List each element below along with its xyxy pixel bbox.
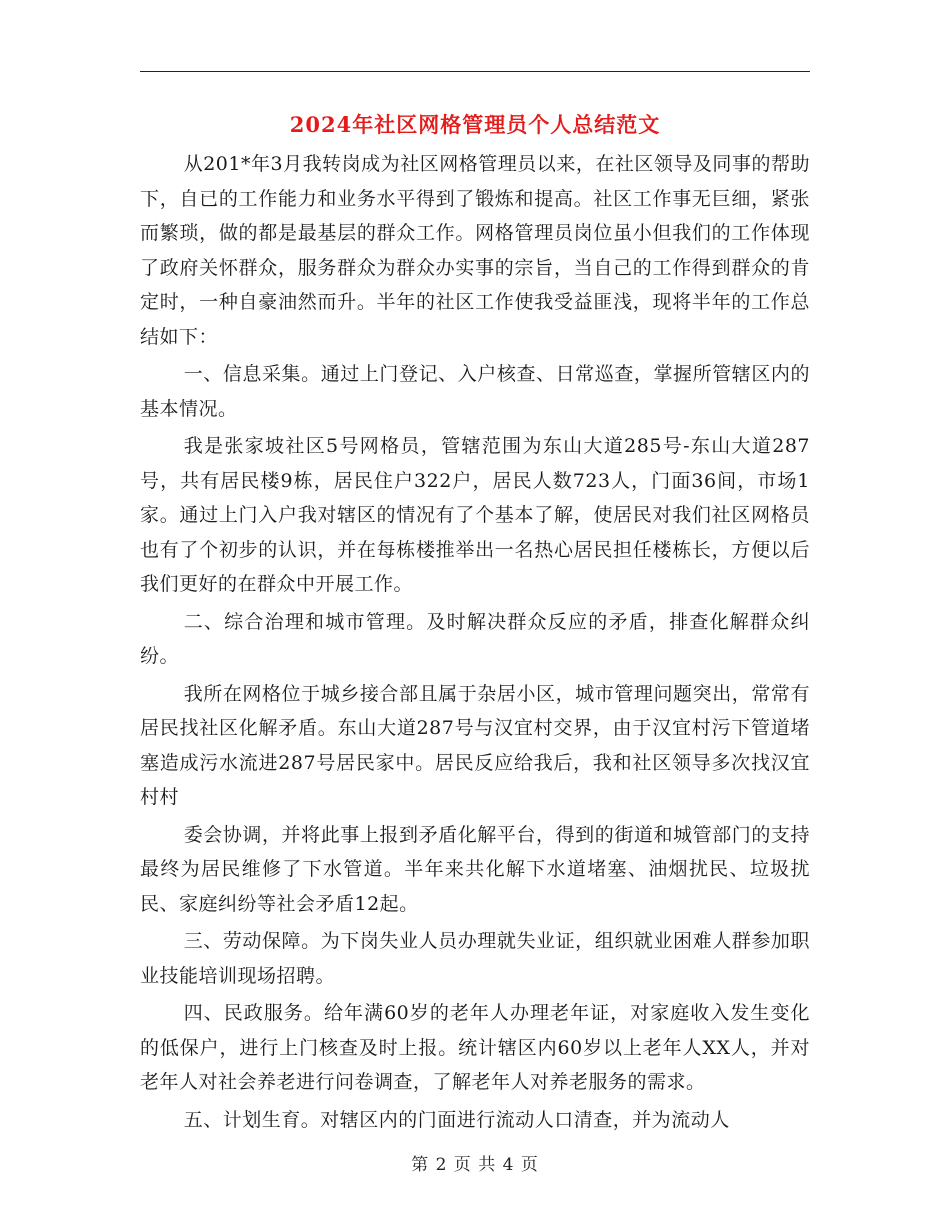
page-footer: 第 2 页 共 4 页: [411, 1155, 539, 1175]
paragraph-section-2-heading: 二、综合治理和城市管理。及时解决群众反应的矛盾，排查化解群众纠纷。: [140, 610, 810, 667]
paragraph-intro: 从201*年3月我转岗成为社区网格管理员以来，在社区领导及同事的帮助下，自已的工作能力和业务水平得到了锻炼和提高。社区工作事无巨细，紧张而繁琐，做的都是最基层的群众工作。网格管理员岗位虽小但我们的工作体现了政府关怀群众，服务群众为群众办实事的宗旨，当自己的工作得到群众的肯定时，一种自豪油然而升。半年的社区工作使我受益匪浅，现将半年的工作总结如下：: [140, 153, 810, 348]
paragraph-section-2-detail: 我所在网格位于城乡接合部且属于杂居小区，城市管理问题突出，常常有居民找社区化解矛盾。东山大道287号与汉宜村交界，由于汉宜村污下管道堵塞造成污水流进287号居民家中。居民反应给我后，我和社区领导多次找汉宜村村: [140, 682, 810, 808]
paragraph-section-3: 三、劳动保障。为下岗失业人员办理就失业证，组织就业困难人群参加职业技能培训现场招聘。: [140, 930, 810, 987]
paragraph-section-1-detail: 我是张家坡社区5号网格员，管辖范围为东山大道285号-东山大道287号，共有居民楼9栋，居民住户322户，居民人数723人，门面36间，市场1家。通过上门入户我对辖区的情况有了个基本了解，使居民对我们社区网格员也有了个初步的认识，并在每栋楼推举出一名热心居民担任楼栋长，方便以后我们更好的在群众中开展工作。: [140, 435, 810, 595]
document-body: [140, 147, 810, 1137]
paragraph-section-5: 五、计划生育。对辖区内的门面进行流动人口清查，并为流动人: [183, 1108, 730, 1131]
paragraph-section-2-continued: 委会协调，并将此事上报到矛盾化解平台，得到的街道和城管部门的支持最终为居民维修了下水管道。半年来共化解下水道堵塞、油烟扰民、垃圾扰民、家庭纠纷等社会矛盾12起。: [140, 823, 810, 915]
paragraph-section-1-heading: 一、信息采集。通过上门登记、入户核查、日常巡查，掌握所管辖区内的基本情况。: [140, 363, 810, 420]
paragraph-section-4: 四、民政服务。给年满60岁的老年人办理老年证，对家庭收入发生变化的低保户，进行上门核查及时上报。统计辖区内60岁以上老年人XX人，并对老年人对社会养老进行问卷调查，了解老年人对养老服务的需求。: [140, 1002, 810, 1093]
document-title: 2024年社区网格管理员个人总结范文: [289, 112, 661, 137]
header-rule: [140, 71, 810, 72]
